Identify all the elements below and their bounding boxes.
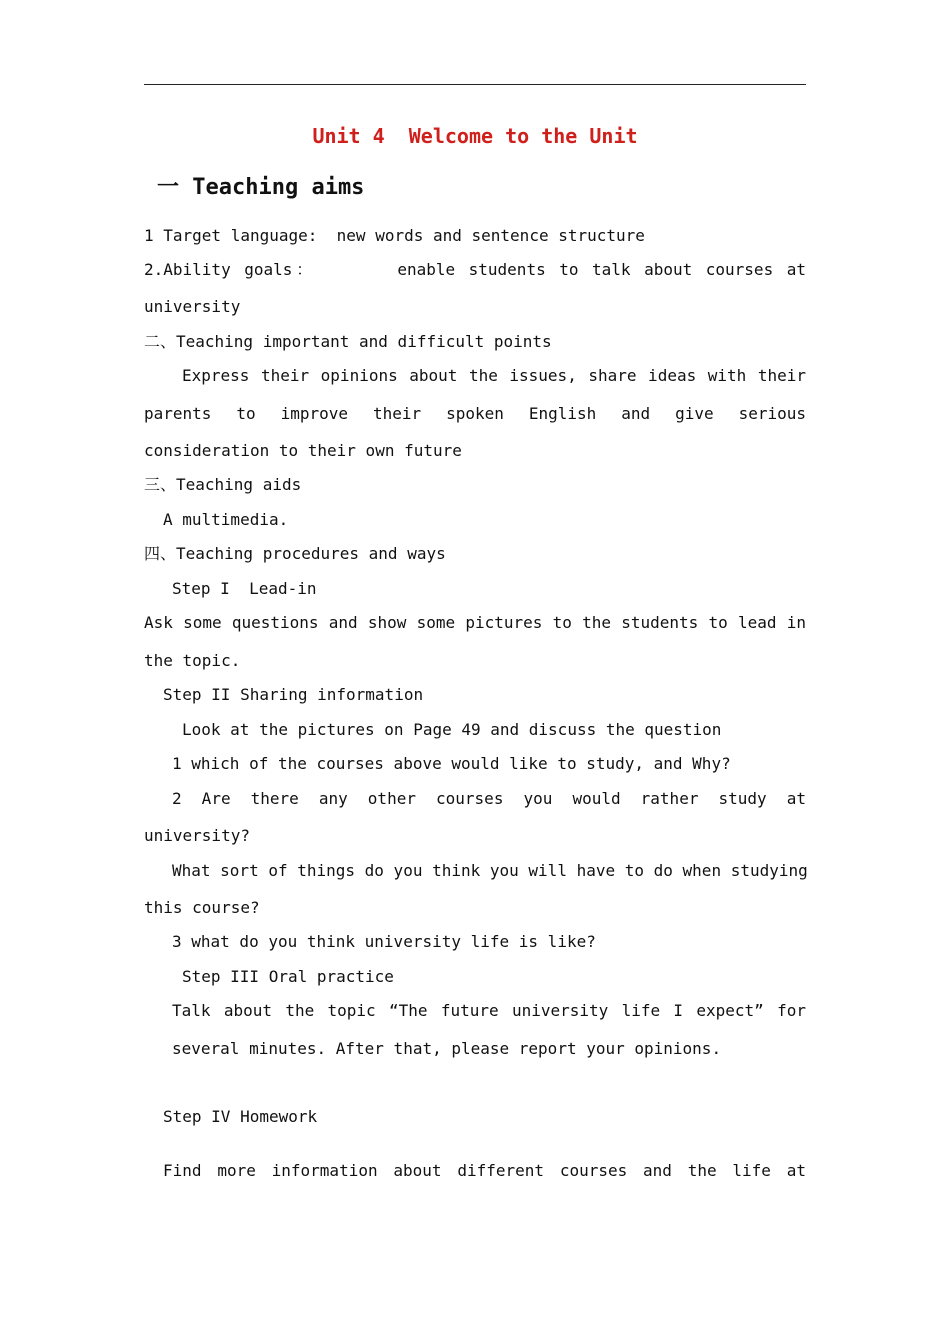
points-line-1: Express their opinions about the issues, share ideas with their <box>182 366 806 385</box>
step2-heading: Step II Sharing information <box>163 685 424 704</box>
step4-text-line-1: Find more information about different courses and the life at <box>163 1161 806 1180</box>
question-2-line-2: university? <box>144 826 250 845</box>
question-1: 1 which of the courses above would like to study, and Why? <box>172 754 731 773</box>
question-2b-line-1: What sort of things do you think you will have to do when studying <box>172 861 808 880</box>
procedures-heading: 四、Teaching procedures and ways <box>144 544 446 563</box>
aids-text: A multimedia. <box>163 510 289 529</box>
step1-text-line-1: Ask some questions and show some pictures to the students to lead in <box>144 613 806 632</box>
question-3: 3 what do you think university life is like? <box>172 932 596 951</box>
step3-heading: Step III Oral practice <box>182 967 394 986</box>
ability-goals-line-2: university <box>144 297 241 316</box>
step3-text-line-2: several minutes. After that, please report your opinions. <box>172 1039 722 1058</box>
step4-heading: Step IV Homework <box>163 1107 318 1126</box>
step1-text-line-2: the topic. <box>144 651 241 670</box>
step1-heading: Step I Lead-in <box>172 579 317 598</box>
step2-intro: Look at the pictures on Page 49 and discuss the question <box>182 720 722 739</box>
question-2b-line-2: this course? <box>144 898 260 917</box>
step3-text-line-1: Talk about the topic “The future university life I expect” for <box>172 1001 806 1020</box>
target-language-line: 1 Target language: new words and sentence structure <box>144 226 645 245</box>
unit-title: Unit 4 Welcome to the Unit <box>312 124 638 148</box>
question-2-line-1: 2 Are there any other courses you would rather study at <box>172 789 806 808</box>
points-line-3: consideration to their own future <box>144 441 462 460</box>
ability-goals-line-1: 2.Ability goals： enable students to talk about courses at <box>144 260 806 279</box>
points-line-2: parents to improve their spoken English and give serious <box>144 404 806 423</box>
teaching-aims-heading: 一 Teaching aims <box>157 175 365 200</box>
aids-heading: 三、Teaching aids <box>144 475 302 494</box>
points-heading: 二、Teaching important and difficult points <box>144 332 552 351</box>
header-rule <box>144 84 806 85</box>
